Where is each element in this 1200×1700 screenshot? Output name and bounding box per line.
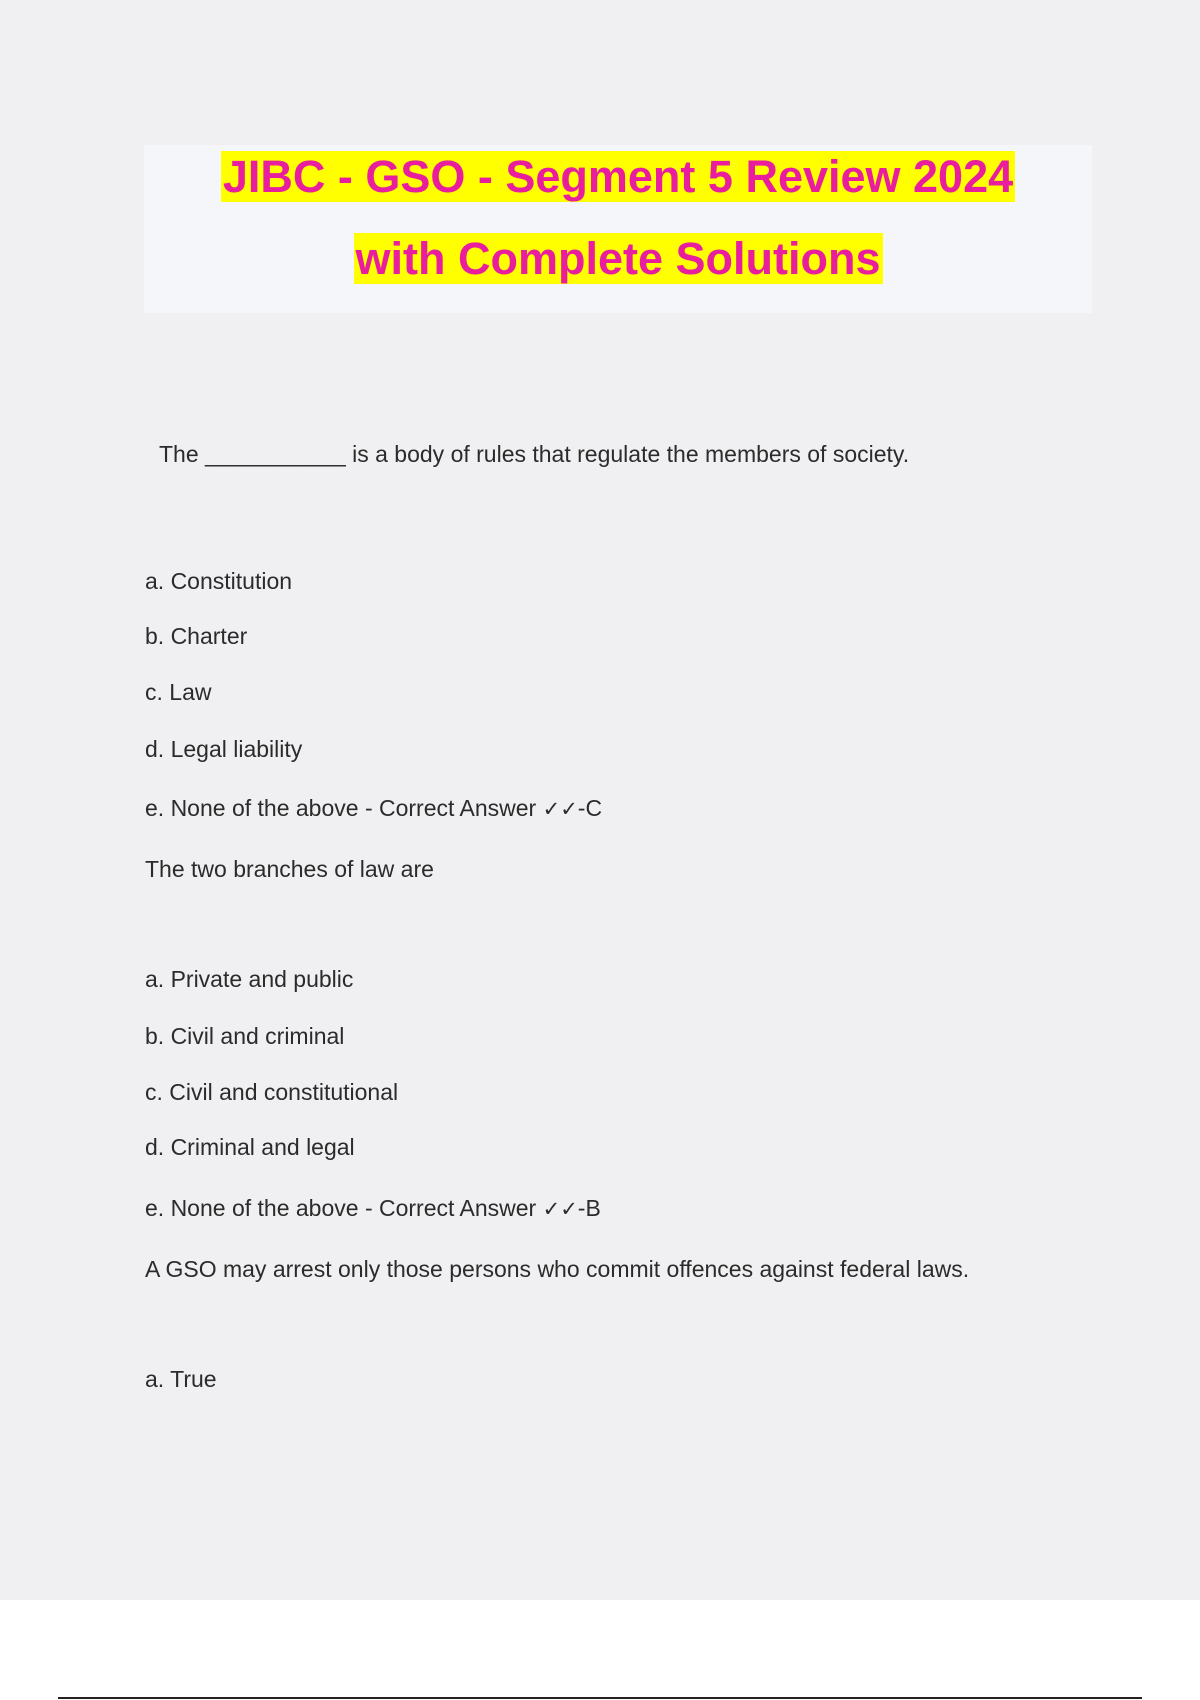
question-2-option-e [145,1195,601,1222]
question-3-option-a: a. True [145,1366,217,1392]
question-1-option-e [145,795,602,822]
question-2-option-d: d. Criminal and legal [145,1134,355,1160]
title-block [144,145,1092,313]
question-2-option-b: b. Civil and criminal [145,1023,345,1049]
page-divider [58,1697,1142,1699]
question-2-answer: -B [577,1195,601,1221]
checkmark-icon: ✓✓ [542,1197,578,1221]
question-2-option-a: a. Private and public [145,966,354,992]
question-2-prompt: The two branches of law are [145,856,434,882]
question-1-option-c: c. Law [145,679,212,705]
question-2-option-e-text: e. None of the above - Correct Answer [145,1195,543,1221]
question-1-option-d: d. Legal liability [145,736,303,762]
question-2-option-c: c. Civil and constitutional [145,1079,399,1105]
question-1-option-e-text: e. None of the above - Correct Answer [145,795,543,821]
question-1-answer: -C [577,795,603,821]
question-1-option-b: b. Charter [145,623,248,649]
document-title-line-1: JIBC - GSO - Segment 5 Review 2024 [222,151,1014,202]
question-1-prompt: The ___________ is a body of rules that regulate the members of society. [159,441,910,467]
document-title-line-2: with Complete Solutions [355,233,881,284]
checkmark-icon: ✓✓ [542,797,578,821]
question-3-prompt: A GSO may arrest only those persons who commit offences against federal laws. [145,1256,970,1282]
question-1-option-a: a. Constitution [145,568,293,594]
